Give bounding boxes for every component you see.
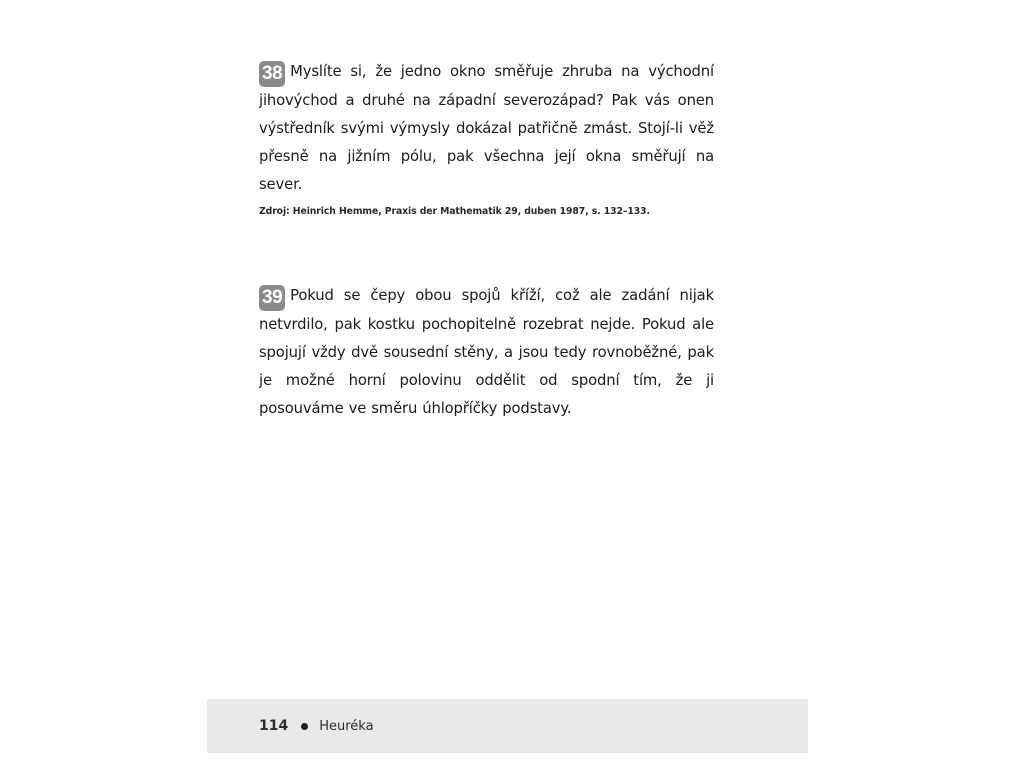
problem-number-badge: 38 [259, 61, 285, 87]
problem-39-paragraph [259, 282, 714, 423]
bullet-icon [301, 723, 308, 730]
problem-39-text: Pokud se čepy obou spojů kříží, což ale zadání nijak netvrdilo, pak kostku pochopitelně rozebrat nejde. Pokud ale spojují vždy dvě sousední stěny, a jsou tedy rovnoběžné, pak je možné horní polovinu oddělit od spodní tím, že ji posouváme ve směru úhlopříčky podstavy. [259, 287, 714, 417]
page-footer [207, 699, 808, 753]
problem-number-badge: 39 [259, 285, 285, 311]
page-number: 114 [259, 718, 289, 734]
problem-38-paragraph [259, 58, 714, 199]
problem-38-text: Myslíte si, že jedno okno směřuje zhruba na východní jihovýchod a druhé na západní severozápad? Pak vás onen výstředník svými výmysly dokázal patřičně zmást. Stojí-li věž přesně na jižním pólu, pak všechna její okna směřují na sever. [259, 63, 714, 193]
problem-38-source: Zdroj: Heinrich Hemme, Praxis der Mathematik 29, duben 1987, s. 132–133. [259, 206, 650, 217]
problem-39 [259, 282, 714, 423]
problem-38 [259, 58, 714, 219]
book-title: Heuréka [319, 718, 374, 734]
footer-content [259, 699, 374, 753]
